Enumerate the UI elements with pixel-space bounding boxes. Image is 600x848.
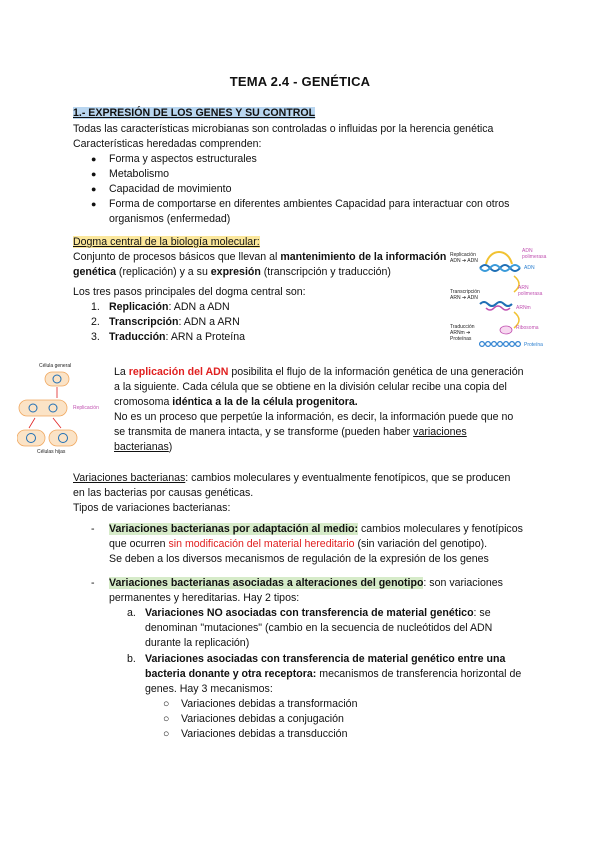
step-rest: : ARN a Proteína xyxy=(165,331,246,343)
list-item-continuation: organismos (enfermedad) xyxy=(109,213,231,225)
section-heading xyxy=(73,106,315,121)
step-number: 2. xyxy=(91,316,100,328)
replication-line-1 xyxy=(114,365,523,380)
intro-line-2: Características heredadas comprenden: xyxy=(73,138,262,150)
text-run: Conjunto de procesos básicos que llevan al xyxy=(73,251,281,263)
type1-line-1 xyxy=(109,522,523,537)
circle-bullet-icon: ○ xyxy=(163,698,170,710)
type2b-line-2 xyxy=(145,667,521,682)
type2a-line-3: durante la replicación) xyxy=(145,637,250,649)
section-heading-text: 1.- EXPRESIÓN DE LOS GENES Y SU CONTROL xyxy=(73,107,316,119)
bullet-icon: ● xyxy=(91,154,97,164)
text-run: : cambios moleculares y eventualmente fenotípicos, que se producen xyxy=(185,472,511,484)
text-run: mecanismos de transferencia horizontal de xyxy=(316,668,522,680)
step-name: Transcripción xyxy=(109,316,179,328)
dna-strand-icon xyxy=(480,302,512,306)
sublist-label: a. xyxy=(127,607,136,619)
dividing-cell-icon xyxy=(19,400,67,416)
text-run-underline: Variaciones bacterianas xyxy=(73,472,186,484)
steps-intro: Los tres pasos principales del dogma central son: xyxy=(73,286,306,298)
replication-line-5 xyxy=(114,425,467,440)
text-run: posibilita el flujo de la información genética de una generación xyxy=(228,366,524,378)
step-name: Traducción xyxy=(109,331,166,343)
list-item: Forma de comportarse en diferentes ambientes Capacidad para interactuar con otros xyxy=(109,198,510,210)
dogma-heading-text: Dogma central de la biología molecular: xyxy=(73,236,260,248)
division-arrow-icon xyxy=(29,418,61,428)
type2b-line-3: genes. Hay 3 mecanismos: xyxy=(145,683,273,695)
daughter-cell-icon xyxy=(49,430,77,446)
parent-cell-icon xyxy=(45,372,69,386)
variations-line-3: Tipos de variaciones bacterianas: xyxy=(73,502,231,514)
ribosome-icon xyxy=(500,326,512,334)
text-run-highlight: replicación del ADN xyxy=(128,366,229,378)
text-run-underline: variaciones xyxy=(413,426,467,438)
type2a-line-2: denominan "mutaciones" (cambio en la secuencia de nucleótidos del ADN xyxy=(145,622,493,634)
text-run-bold: bacteria donante y otra receptora: xyxy=(145,668,317,680)
central-dogma-diagram xyxy=(450,246,550,356)
list-item: Variaciones debidas a transducción xyxy=(181,728,348,740)
step-number: 1. xyxy=(91,301,100,313)
replication-line-4: No es un proceso que perpetúe la información, es decir, la información puede que no xyxy=(114,411,514,423)
replication-arrow-icon xyxy=(486,252,512,264)
text-run: (replicación) y a su xyxy=(115,266,211,278)
text-run: cromosoma xyxy=(114,396,173,408)
cell-division-svg xyxy=(17,362,107,460)
replication-label: Replicación ADN ➔ ADN xyxy=(450,252,478,264)
text-run-bold: mantenimiento de la información xyxy=(280,251,447,263)
text-run: (sin variación del genotipo). xyxy=(354,538,488,550)
text-run: ) xyxy=(168,441,173,453)
step-item xyxy=(109,315,240,330)
adn-polymerase-label: ADN polimerasa xyxy=(522,248,547,260)
arnm-label: ARNm xyxy=(516,305,531,311)
text-run: que ocurren xyxy=(109,538,169,550)
replication-line-6 xyxy=(114,440,172,455)
text-run-bold: Variaciones NO asociadas con transferencia de material genético xyxy=(145,607,474,619)
text-run-bold: expresión xyxy=(210,266,261,278)
type2a-line-1 xyxy=(145,606,491,621)
type2-line-2: permanentes y hereditarias. Hay 2 tipos: xyxy=(109,592,300,604)
transcription-label: Transcripción ARN ➔ ADN xyxy=(450,289,480,301)
text-run: (transcripción y traducción) xyxy=(260,266,391,278)
text-run-bold: Variaciones asociadas con transferencia de material genético entre una xyxy=(145,653,506,665)
circle-bullet-icon: ○ xyxy=(163,713,170,725)
type1-line-3: Se deben a los diversos mecanismos de regulación de la expresión de los genes xyxy=(109,553,489,565)
translation-label: Traducción ARNm ➔ Proteínas xyxy=(450,324,475,342)
list-item: Variaciones debidas a conjugación xyxy=(181,713,344,725)
dogma-heading xyxy=(73,235,260,250)
cell-division-diagram xyxy=(17,362,107,460)
list-item: Capacidad de movimiento xyxy=(109,183,232,195)
step-rest: : ADN a ADN xyxy=(168,301,230,313)
bullet-icon: ● xyxy=(91,184,97,194)
dogma-paragraph-line-2 xyxy=(73,265,391,280)
type1-line-2 xyxy=(109,537,487,552)
text-run-highlight: Variaciones bacterianas por adaptación al medio: xyxy=(109,523,359,535)
ribosome-label: Ribosoma xyxy=(516,325,539,331)
protein-label: Proteína xyxy=(524,342,543,348)
replication-line-2: a la siguiente. Cada célula que se obtiene en la división celular recibe una copia del xyxy=(114,381,507,393)
type2b-line-1 xyxy=(145,652,505,667)
text-run: : son variaciones xyxy=(423,577,503,589)
text-run-bold: idéntica a la de la célula progenitora. xyxy=(172,396,358,408)
bullet-icon: ● xyxy=(91,199,97,209)
text-run-red: sin modificación del material hereditario xyxy=(168,538,355,550)
list-item: Variaciones debidas a transformación xyxy=(181,698,358,710)
list-item: Forma y aspectos estructurales xyxy=(109,153,257,165)
text-run-highlight: Variaciones bacterianas asociadas a alteraciones del genotipo xyxy=(109,577,424,589)
daughter-cells-label: Células hijas xyxy=(37,449,66,455)
dash-bullet: - xyxy=(91,523,95,535)
dogma-paragraph-line-1 xyxy=(73,250,446,265)
variations-line-1 xyxy=(73,471,510,486)
text-run: : se xyxy=(473,607,491,619)
parent-cell-label: Célula general xyxy=(39,363,72,369)
step-number: 3. xyxy=(91,331,100,343)
intro-line-1: Todas las características microbianas son controladas o influidas por la herencia genética xyxy=(73,123,494,135)
step-item xyxy=(109,300,230,315)
step-rest: : ADN a ARN xyxy=(178,316,240,328)
text-run-underline: bacterianas xyxy=(114,441,169,453)
text-run: cambios moleculares y fenotípicos xyxy=(358,523,523,535)
replication-diagram-label: Replicación xyxy=(73,405,99,411)
protein-chain-icon xyxy=(480,342,521,347)
list-item: Metabolismo xyxy=(109,168,170,180)
replication-line-3 xyxy=(114,395,358,410)
text-run-bold: genética xyxy=(73,266,116,278)
daughter-cell-icon xyxy=(17,430,45,446)
dash-bullet: - xyxy=(91,577,95,589)
type2-line-1 xyxy=(109,576,503,591)
sublist-label: b. xyxy=(127,653,136,665)
step-name: Replicación xyxy=(109,301,169,313)
adn-label: ADN xyxy=(524,265,535,271)
step-item xyxy=(109,330,245,345)
circle-bullet-icon: ○ xyxy=(163,728,170,740)
text-run: se transmita de manera intacta, y se transforme (pueden haber xyxy=(114,426,414,438)
bullet-icon: ● xyxy=(91,169,97,179)
variations-line-2: en las bacterias por causas genéticas. xyxy=(73,487,254,499)
arn-polymerase-label: ARN polimerasa xyxy=(518,285,543,297)
text-run: La xyxy=(114,366,129,378)
page-title: TEMA 2.4 - GENÉTICA xyxy=(229,74,371,89)
